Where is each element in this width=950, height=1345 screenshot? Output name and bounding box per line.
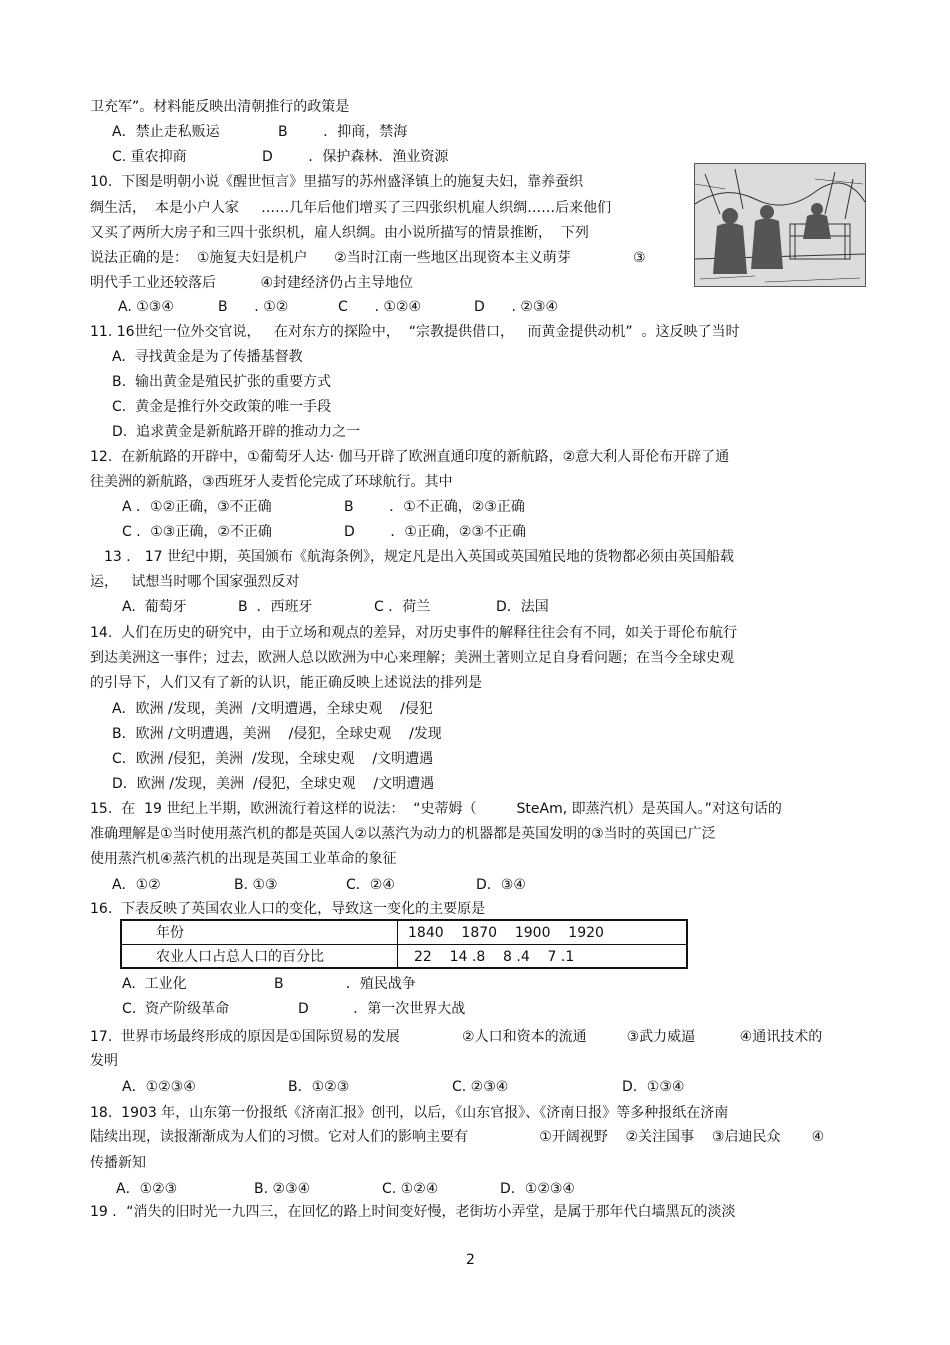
option-c: C ．荷兰 <box>374 599 431 615</box>
option-b: B. ②③④ <box>254 1181 311 1197</box>
option-b: B．①②③ <box>288 1079 350 1095</box>
table-cell-percentages: 22 14 .8 8 .4 7 .1 <box>414 949 575 965</box>
table-header-percentage: 农业人口占总人口的百分比 <box>156 949 324 965</box>
question-15-text: 准确理解是①当时使用蒸汽机的都是英国人②以蒸汽为动力的机器都是英国发明的③当时的英国已广泛 <box>90 826 716 842</box>
option-a: A ．①②正确，③不正确 <box>122 499 272 515</box>
option-c: C. ②③④ <box>452 1079 509 1095</box>
option-c: C. 黄金是推行外交政策的唯一手段 <box>112 399 332 415</box>
question-10-text: 又买了两所大房子和三四十张织机，雇人织绸。由小说所描写的情景推断， 下列 <box>90 225 589 241</box>
question-12-text: 12. 在新航路的开辟中，①葡萄牙人达· 伽马开辟了欧洲直通印度的新航路，②意大利人哥伦布开辟了通 <box>90 449 730 465</box>
option-b: B ．抑商，禁海 <box>278 124 408 140</box>
question-13-text: 13 ． 17 世纪中期，英国颁布《航海条例》，规定凡是出入英国或英国殖民地的货物都必须由英国船载 <box>104 549 734 565</box>
option-a: A．①② <box>112 877 161 893</box>
question-15-text: 15. 在 19 世纪上半期，欧洲流行着这样的说法： “史蒂姆（ SteAm, 即蒸汽机）是英国人。”对这句话的 <box>90 801 782 817</box>
page-number: 2 <box>466 1252 475 1268</box>
option-b: B．欧洲 /文明遭遇，美洲 /侵犯，全球史观 /发现 <box>112 726 442 742</box>
option-d: D ．①正确，②③不正确 <box>344 524 527 540</box>
question-17-text: 17. 世界市场最终形成的原因是①国际贸易的发展 ②人口和资本的流通 ③武力威逼 ④通讯技术的 <box>90 1029 823 1045</box>
option-b: B ．西班牙 <box>238 599 313 615</box>
option-c: C. ①②④ <box>382 1181 439 1197</box>
option-a: A. 寻找黄金是为了传播基督教 <box>112 349 303 365</box>
question-10-text: 10. 下图是明朝小说《醒世恒言》里描写的苏州盛泽镇上的施复夫妇，靠养蚕织 <box>90 174 584 190</box>
question-16-text: 16. 下表反映了英国农业人口的变化，导致这一变化的主要原是 <box>90 901 486 917</box>
question-15-text: 使用蒸汽机④蒸汽机的出现是英国工业革命的象征 <box>90 851 397 867</box>
option-d: D．欧洲 /发现，美洲 /侵犯，全球史观 /文明遭遇 <box>112 776 435 792</box>
table-cell-years: 1840 1870 1900 1920 <box>408 925 604 941</box>
population-table <box>120 919 688 969</box>
option-b: B . ①② <box>218 299 289 315</box>
option-b: B. ①③ <box>234 877 278 893</box>
option-d: D ．第一次世界大战 <box>298 1001 466 1017</box>
option-a: A. 葡萄牙 <box>122 599 187 615</box>
question-17-text: 发明 <box>90 1053 118 1069</box>
option-a: A. ①③④ <box>118 299 174 315</box>
question-14-text: 14. 人们在历史的研究中，由于立场和观点的差异，对历史事件的解释往往会有不同，如关于哥伦布航行 <box>90 625 738 641</box>
question-12-text: 往美洲的新航路，③西班牙人麦哲伦完成了环球航行。其中 <box>90 474 453 490</box>
question-10-text: 说法正确的是： ①施复夫妇是机户 ②当时江南一些地区出现资本主义萌芽 ③ <box>90 250 646 266</box>
question-13-text: 运， 试想当时哪个国家强烈反对 <box>90 574 300 590</box>
option-c: C．欧洲 /侵犯，美洲 /发现，全球史观 /文明遭遇 <box>112 751 434 767</box>
table-divider <box>397 921 398 967</box>
option-c: C．②④ <box>346 877 395 893</box>
option-c: C ．①③正确，②不正确 <box>122 524 272 540</box>
option-d: D . ②③④ <box>474 299 559 315</box>
question-18-text: 18. 1903 年，山东第一份报纸《济南汇报》创刊，以后，《山东官报》、《济南日报》等多种报纸在济南 <box>90 1105 729 1121</box>
option-a: A．①②③ <box>116 1181 178 1197</box>
option-a: A．①②③④ <box>122 1079 196 1095</box>
option-d: D．①②③④ <box>500 1181 575 1197</box>
option-b: B. 输出黄金是殖民扩张的重要方式 <box>112 374 331 390</box>
option-d: D．法国 <box>496 599 549 615</box>
option-a: A．欧洲 /发现，美洲 /文明遭遇，全球史观 /侵犯 <box>112 701 433 717</box>
question-10-text: 明代手工业还较落后 ④封建经济仍占主导地位 <box>90 275 414 291</box>
option-d: D．③④ <box>476 877 526 893</box>
option-b: B ．殖民战争 <box>274 976 416 992</box>
option-c: C . ①②④ <box>338 299 422 315</box>
question-18-text: 传播新知 <box>90 1155 146 1171</box>
question-10-text: 绸生活， 本是小户人家 ……几年后他们增买了三四张织机雇人织绸……后来他们 <box>90 200 612 216</box>
question-11-text: 11. 16世纪一位外交官说， 在对东方的探险中， “宗教提供借口， 而黄金提供动机” 。这反映了当时 <box>90 324 740 340</box>
option-c: C. 资产阶级革命 <box>122 1001 230 1017</box>
option-a: A. 工业化 <box>122 976 187 992</box>
option-a: A．禁止走私贩运 <box>112 124 220 140</box>
option-d: D ．保护森林．渔业资源 <box>262 149 449 165</box>
question-19-text: 19 ．“消失的旧时光一九四三，在回忆的路上时间变好慢，老街坊小弄堂，是属于那年代白墙黑瓦的淡淡 <box>90 1204 736 1220</box>
novel-illustration-image <box>694 163 866 287</box>
option-d: D．①③④ <box>622 1079 685 1095</box>
question-14-text: 的引导下，人们又有了新的认识，能正确反映上述说法的排列是 <box>90 675 482 691</box>
question-18-text: 陆续出现，读报渐渐成为人们的习惯。它对人们的影响主要有 ①开阔视野 ②关注国事 ③启迪民众 ④ <box>90 1129 825 1145</box>
table-divider <box>122 944 686 945</box>
text-line: 卫充军”。材料能反映出清朝推行的政策是 <box>90 99 350 115</box>
table-header-year: 年份 <box>156 925 184 941</box>
option-b: B ．①不正确，②③正确 <box>344 499 525 515</box>
option-d: D. 追求黄金是新航路开辟的推动力之一 <box>112 424 361 440</box>
question-14-text: 到达美洲这一事件；过去，欧洲人总以欧洲为中心来理解；美洲土著则立足自身看问题；在当今全球史观 <box>90 650 734 666</box>
option-c: C. 重农抑商 <box>112 149 187 165</box>
